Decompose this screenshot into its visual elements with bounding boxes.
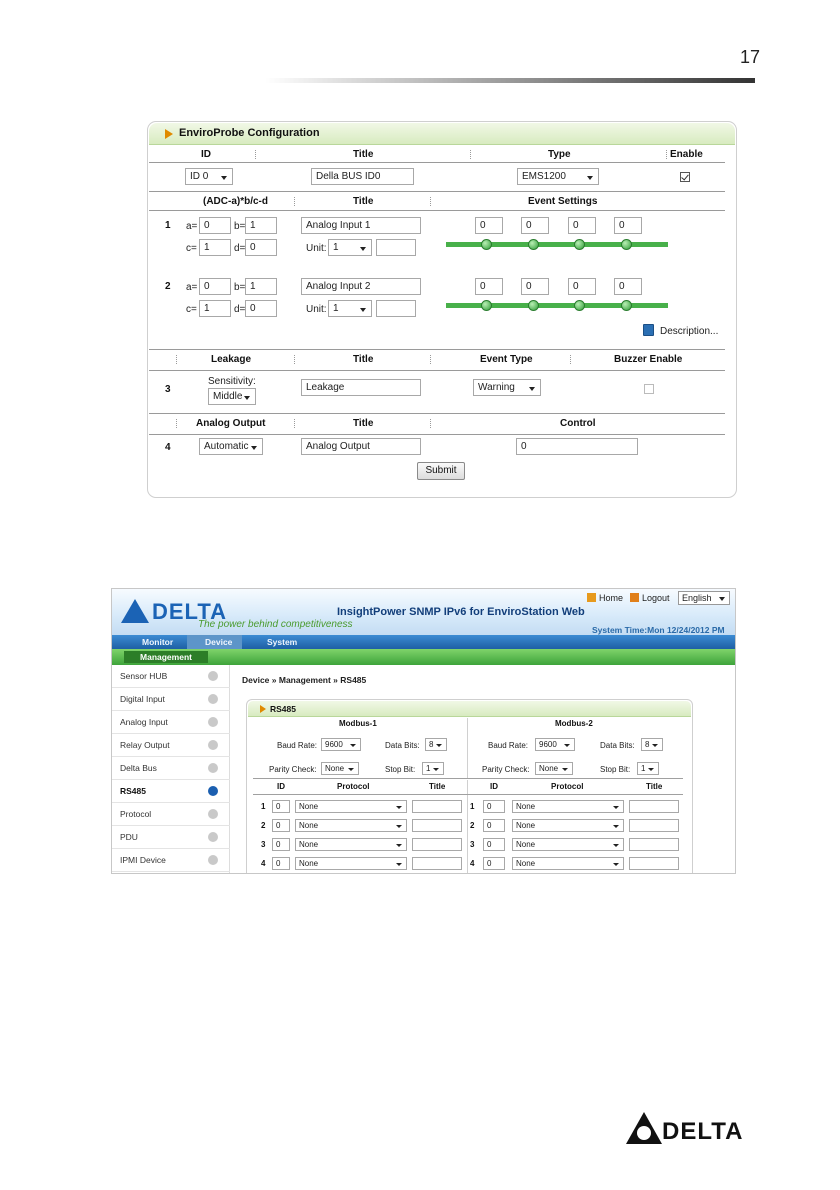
event-slider-track[interactable]	[446, 242, 668, 247]
column-divider	[467, 718, 468, 778]
col-separator	[430, 197, 431, 206]
sidebar-item-label: IPMI Device	[120, 855, 166, 865]
slider-handle[interactable]	[481, 300, 492, 311]
title-input[interactable]	[412, 800, 462, 813]
row-number: 1	[165, 220, 171, 231]
col-header-type: Type	[548, 149, 571, 160]
sidebar-item-label: Sensor HUB	[120, 671, 168, 681]
logout-link[interactable]: Logout	[642, 593, 670, 603]
event-input-3[interactable]: 0	[568, 217, 596, 234]
row-divider	[149, 413, 725, 414]
baud-rate-label: Baud Rate:	[488, 741, 529, 750]
col-header-title: Title	[353, 354, 374, 365]
system-time: System Time:Mon 12/24/2012 PM	[592, 625, 725, 635]
stop-bit-select[interactable]: 1	[637, 762, 659, 775]
row-number: 4	[165, 442, 171, 453]
protocol-select[interactable]: None	[295, 800, 407, 813]
title-input[interactable]	[629, 838, 679, 851]
row-number: 3	[470, 840, 475, 849]
slider-handle[interactable]	[528, 239, 539, 250]
col-separator	[666, 150, 667, 159]
id-input[interactable]: 0	[483, 857, 505, 870]
type-select[interactable]: EMS1200	[517, 168, 599, 185]
circle-arrow-icon	[208, 717, 218, 727]
nav-monitor[interactable]: Monitor	[142, 637, 174, 647]
id-input[interactable]: 0	[483, 819, 505, 832]
book-icon[interactable]	[643, 324, 654, 336]
circle-arrow-icon	[208, 763, 218, 773]
col-header-protocol: Protocol	[551, 782, 584, 791]
unit-input[interactable]	[376, 239, 416, 256]
col-separator	[176, 355, 177, 364]
event-input-1[interactable]: 0	[475, 278, 503, 295]
event-input-4[interactable]: 0	[614, 278, 642, 295]
title-input[interactable]	[412, 819, 462, 832]
col-header-protocol: Protocol	[337, 782, 370, 791]
event-type-select[interactable]: Warning	[473, 379, 541, 396]
row-divider	[149, 434, 725, 435]
web-header-banner	[112, 589, 736, 635]
parity-check-label: Parity Check:	[269, 765, 317, 774]
stop-bit-label: Stop Bit:	[385, 765, 416, 774]
row-divider	[149, 370, 725, 371]
sidebar-item-label: PDU	[120, 832, 138, 842]
protocol-select[interactable]: None	[512, 857, 624, 870]
col-header-analog-output: Analog Output	[196, 418, 266, 429]
col-header-id: ID	[490, 782, 498, 791]
nav-device[interactable]: Device	[205, 637, 233, 647]
circle-arrow-icon	[208, 786, 218, 796]
id-input[interactable]: 0	[483, 800, 505, 813]
id-input[interactable]: 0	[272, 800, 290, 813]
id-input[interactable]: 0	[272, 838, 290, 851]
sidebar-item-ipmi-device[interactable]	[112, 849, 230, 872]
circle-arrow-icon	[208, 740, 218, 750]
d-label: d=	[234, 243, 246, 254]
event-input-2[interactable]: 0	[521, 278, 549, 295]
unit-select[interactable]: 1	[328, 300, 372, 317]
tagline: The power behind competitiveness	[198, 619, 353, 630]
triangle-arrow-icon	[165, 129, 173, 139]
unit-label: Unit:	[306, 243, 327, 254]
row-number: 3	[261, 840, 266, 849]
enviroprobe-config-panel	[147, 121, 737, 498]
col-header-title: Title	[353, 149, 374, 160]
col-separator	[430, 419, 431, 428]
leakage-title-input[interactable]: Leakage	[301, 379, 421, 396]
id-input[interactable]: 0	[272, 819, 290, 832]
row-number: 2	[470, 821, 475, 830]
a-label: a=	[186, 282, 198, 293]
col-header-title: Title	[353, 418, 374, 429]
event-input-1[interactable]: 0	[475, 217, 503, 234]
col-header-formula: (ADC-a)*b/c-d	[203, 196, 268, 207]
col-separator	[470, 150, 471, 159]
panel-title: EnviroProbe Configuration	[179, 127, 320, 139]
unit-input[interactable]	[376, 300, 416, 317]
col-header-control: Control	[560, 418, 596, 429]
submit-button[interactable]: Submit	[417, 462, 465, 480]
main-nav	[112, 635, 736, 649]
triangle-arrow-icon	[260, 705, 266, 713]
slider-handle[interactable]	[574, 300, 585, 311]
data-bits-select[interactable]: 8	[641, 738, 663, 751]
slider-handle[interactable]	[621, 300, 632, 311]
circle-arrow-icon	[208, 671, 218, 681]
row-divider	[149, 162, 725, 163]
id-select[interactable]: ID 0	[185, 168, 233, 185]
sidebar-item-label: Analog Input	[120, 717, 168, 727]
title-input[interactable]	[629, 819, 679, 832]
sidebar-item-sensor-hub[interactable]	[112, 665, 230, 688]
sidebar	[112, 665, 230, 874]
row-divider	[253, 794, 683, 795]
modbus-2-header: Modbus-2	[555, 719, 593, 728]
col-separator	[294, 419, 295, 428]
parity-check-select[interactable]: None	[535, 762, 573, 775]
col-header-title: Title	[429, 782, 446, 791]
parity-check-label: Parity Check:	[482, 765, 530, 774]
baud-rate-select[interactable]: 9600	[321, 738, 361, 751]
tab-management[interactable]: Management	[124, 651, 208, 663]
analog-output-title-input[interactable]: Analog Output	[301, 438, 421, 455]
enable-checkbox[interactable]	[680, 172, 690, 182]
sub-nav	[112, 649, 736, 665]
event-input-3[interactable]: 0	[568, 278, 596, 295]
row-divider	[149, 191, 725, 192]
b-label: b=	[234, 282, 246, 293]
unit-select[interactable]: 1	[328, 239, 372, 256]
nav-system[interactable]: System	[267, 637, 298, 647]
slider-handle[interactable]	[621, 239, 632, 250]
data-bits-select[interactable]: 8	[425, 738, 447, 751]
stop-bit-label: Stop Bit:	[600, 765, 631, 774]
d-input[interactable]: 0	[245, 300, 277, 317]
sidebar-item-label: Delta Bus	[120, 763, 157, 773]
buzzer-enable-checkbox[interactable]	[644, 384, 654, 394]
row-number: 4	[470, 859, 475, 868]
rs485-title-bar	[248, 701, 691, 717]
sidebar-item-label: Relay Output	[120, 740, 170, 750]
data-bits-label: Data Bits:	[600, 741, 635, 750]
protocol-select[interactable]: None	[512, 800, 624, 813]
sensitivity-select[interactable]: Middle	[208, 388, 256, 405]
row-number: 4	[261, 859, 266, 868]
title-input[interactable]: Della BUS ID0	[311, 168, 414, 185]
sidebar-item-label: Protocol	[120, 809, 152, 819]
control-input[interactable]: 0	[516, 438, 638, 455]
col-header-id: ID	[201, 149, 211, 160]
col-separator	[294, 197, 295, 206]
baud-rate-select[interactable]: 9600	[535, 738, 575, 751]
app-title: InsightPower SNMP IPv6 for EnviroStation Web	[337, 606, 585, 618]
col-separator	[430, 355, 431, 364]
b-input[interactable]: 1	[245, 278, 277, 295]
sidebar-item-digital-input[interactable]	[112, 688, 230, 711]
sidebar-item-label: RS485	[120, 786, 146, 796]
col-separator	[255, 150, 256, 159]
col-header-event-settings: Event Settings	[528, 196, 598, 207]
insightpower-web-screenshot	[111, 588, 736, 874]
col-header-leakage: Leakage	[211, 354, 252, 365]
rs485-panel	[246, 699, 693, 874]
home-link[interactable]: Home	[599, 593, 624, 603]
b-label: b=	[234, 221, 246, 232]
circle-arrow-icon	[208, 855, 218, 865]
protocol-select[interactable]: None	[295, 819, 407, 832]
circle-arrow-icon	[208, 694, 218, 704]
a-label: a=	[186, 221, 198, 232]
col-header-event-type: Event Type	[480, 354, 533, 365]
c-label: c=	[186, 304, 197, 315]
page-number: 17	[740, 47, 761, 67]
event-input-4[interactable]: 0	[614, 217, 642, 234]
row-number: 2	[261, 821, 266, 830]
data-bits-label: Data Bits:	[385, 741, 420, 750]
delta-logo-icon-inner	[637, 1126, 651, 1140]
sensitivity-label: Sensitivity:	[208, 376, 256, 387]
c-input[interactable]: 1	[199, 300, 231, 317]
row-number: 2	[165, 281, 171, 292]
title-input[interactable]	[629, 857, 679, 870]
breadcrumb: Device » Management » RS485	[242, 675, 367, 685]
col-header-title: Title	[353, 196, 374, 207]
delta-logo-text: DELTA	[152, 599, 228, 624]
c-input[interactable]: 1	[199, 239, 231, 256]
row-divider	[253, 778, 683, 779]
a-input[interactable]: 0	[199, 217, 231, 234]
circle-arrow-icon	[208, 809, 218, 819]
language-select[interactable]: English	[678, 591, 730, 605]
protocol-select[interactable]: None	[512, 819, 624, 832]
col-header-enable: Enable	[670, 149, 703, 160]
col-separator	[294, 355, 295, 364]
protocol-select[interactable]: None	[512, 838, 624, 851]
panel-title-bar	[149, 123, 735, 145]
sidebar-item-relay-output[interactable]	[112, 734, 230, 757]
id-input[interactable]: 0	[272, 857, 290, 870]
sidebar-item-delta-bus[interactable]	[112, 757, 230, 780]
protocol-select[interactable]: None	[295, 857, 407, 870]
baud-rate-label: Baud Rate:	[277, 741, 318, 750]
slider-handle[interactable]	[481, 239, 492, 250]
footer-logo-text: DELTA	[662, 1118, 744, 1145]
row-number: 3	[165, 384, 171, 395]
row-divider	[149, 210, 725, 211]
parity-check-select[interactable]: None	[321, 762, 359, 775]
title-input[interactable]	[412, 857, 462, 870]
col-separator	[176, 419, 177, 428]
unit-label: Unit:	[306, 304, 327, 315]
modbus-1-header: Modbus-1	[339, 719, 377, 728]
analog-output-mode-select[interactable]: Automatic	[199, 438, 263, 455]
logout-icon[interactable]	[630, 593, 639, 602]
home-icon[interactable]	[587, 593, 596, 602]
rs485-title: RS485	[270, 704, 296, 714]
title-input[interactable]	[629, 800, 679, 813]
c-label: c=	[186, 243, 197, 254]
event-input-2[interactable]: 0	[521, 217, 549, 234]
col-header-id: ID	[277, 782, 285, 791]
sidebar-item-protocol[interactable]	[112, 803, 230, 826]
sidebar-item-rs485[interactable]	[112, 780, 230, 803]
analog-title-input[interactable]: Analog Input 2	[301, 278, 421, 295]
col-header-title: Title	[646, 782, 663, 791]
row-divider	[149, 349, 725, 350]
row-number: 1	[261, 802, 266, 811]
slider-handle[interactable]	[528, 300, 539, 311]
d-input[interactable]: 0	[245, 239, 277, 256]
slider-handle[interactable]	[574, 239, 585, 250]
id-input[interactable]: 0	[483, 838, 505, 851]
sidebar-item-analog-input[interactable]	[112, 711, 230, 734]
description-link[interactable]: Description...	[660, 326, 719, 337]
sidebar-item-pdu[interactable]	[112, 826, 230, 849]
analog-title-input[interactable]: Analog Input 1	[301, 217, 421, 234]
delta-logo-icon	[121, 599, 149, 623]
stop-bit-select[interactable]: 1	[422, 762, 444, 775]
sidebar-item-label: Digital Input	[120, 694, 165, 704]
row-number: 1	[470, 802, 475, 811]
event-slider-track[interactable]	[446, 303, 668, 308]
col-header-buzzer-enable: Buzzer Enable	[614, 354, 683, 365]
col-separator	[570, 355, 571, 364]
d-label: d=	[234, 304, 246, 315]
b-input[interactable]: 1	[245, 217, 277, 234]
circle-arrow-icon	[208, 832, 218, 842]
protocol-select[interactable]: None	[295, 838, 407, 851]
a-input[interactable]: 0	[199, 278, 231, 295]
title-input[interactable]	[412, 838, 462, 851]
page-header-rule	[265, 78, 755, 83]
